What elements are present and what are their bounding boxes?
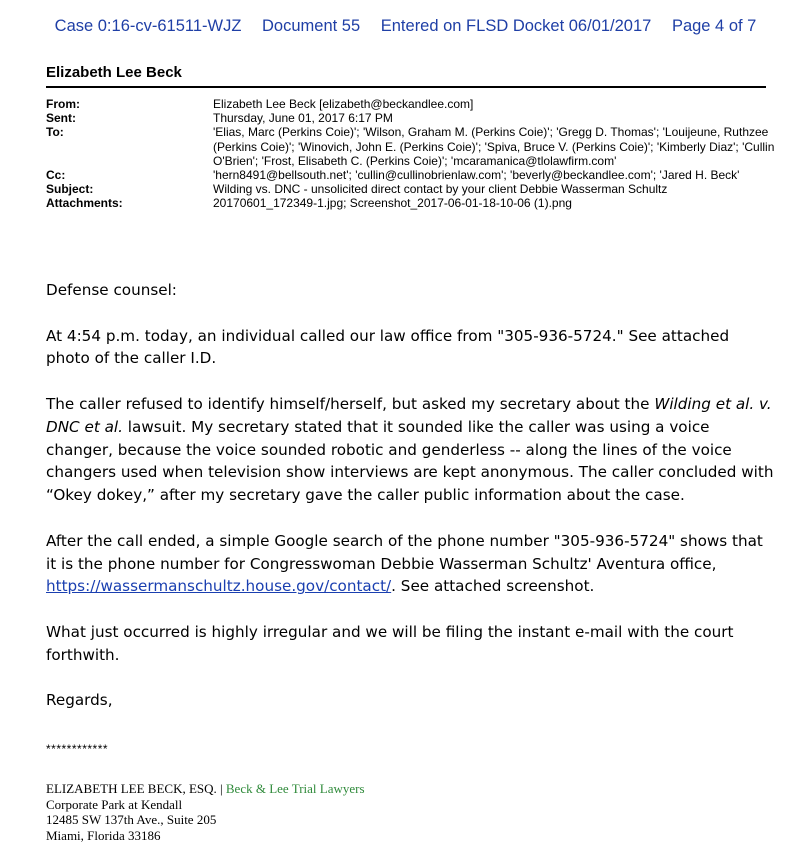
- signature-name: ELIZABETH LEE BECK, ESQ. |: [46, 781, 226, 796]
- email-body: [46, 279, 776, 735]
- email-meta-block: [46, 97, 776, 211]
- case-number: Case 0:16-cv-61511-WJZ: [54, 17, 242, 35]
- cc-row: [46, 168, 776, 182]
- subject-value: Wilding vs. DNC - unsolicited direct contact by your client Debbie Wasserman Schultz: [213, 182, 668, 197]
- sent-label: Sent:: [46, 111, 76, 126]
- p3-text-after: . See attached screenshot.: [391, 577, 595, 596]
- from-row: [46, 97, 776, 111]
- court-docket-header: [0, 17, 811, 36]
- to-value: 'Elias, Marc (Perkins Coie)'; 'Wilson, Graham M. (Perkins Coie)'; 'Gregg D. Thomas'; 'Louijeune, Ruthzee (Perkins Coie)'; 'Winovich, John E. (Perkins Coie)'; 'Spiva, Bruce V. (Perkins Coie)'; 'Kimberly Diaz'; 'Cullin O'Brien'; 'Frost, Elisabeth C. (Perkins Coie)'; 'mcaramanica@tlolawfirm.com': [213, 125, 775, 168]
- paragraph-call-details: At 4:54 p.m. today, an individual called our law office from "305-936-5724." See attached photo of the caller I.D.: [46, 326, 730, 368]
- subject-row: [46, 182, 776, 196]
- address-line-3: Miami, Florida 33186: [46, 827, 161, 843]
- paragraph-google-search: [46, 530, 776, 598]
- from-value: Elizabeth Lee Beck [elizabeth@beckandlee.com]: [213, 97, 474, 111]
- cc-label: Cc:: [46, 168, 66, 183]
- from-label: From:: [46, 97, 80, 111]
- document-number: Document 55: [262, 17, 361, 35]
- case-name-italic: Wilding et al. v. DNC et al.: [46, 394, 772, 436]
- docket-entry-date: Entered on FLSD Docket 06/01/2017: [380, 17, 652, 35]
- signature-name-line: [46, 781, 365, 797]
- address-line-2: 12485 SW 137th Ave., Suite 205: [46, 812, 217, 827]
- contact-page-link[interactable]: https://wassermanschultz.house.gov/contact/: [46, 577, 392, 596]
- sent-row: [46, 111, 776, 125]
- p2-text-after: lawsuit. My secretary stated that it sounded like the caller was using a voice changer, because the voice sounded robotic and genderless -- along the lines of the voice changers used when television show interviews are kept anonymous. The caller concluded with “Okey dokey,” after my secretary gave the caller public information about the case.: [46, 417, 774, 505]
- paragraph-caller-description: [46, 393, 776, 507]
- p3-text-before: After the call ended, a simple Google search of the phone number "305-936-5724" shows that it is the phone number for Congresswoman Debbie Wasserman Schultz' Aventura office,: [46, 531, 763, 573]
- p2-text-before: The caller refused to identify himself/herself, but asked my secretary about the: [46, 394, 655, 413]
- signature-separator: ************: [46, 742, 109, 756]
- attachments-label: Attachments:: [46, 196, 123, 211]
- greeting: Defense counsel:: [46, 281, 177, 299]
- subject-label: Subject:: [46, 182, 94, 197]
- to-label: To:: [46, 125, 64, 140]
- closing: Regards,: [46, 691, 113, 710]
- to-row: [46, 125, 776, 168]
- heading-divider: [46, 86, 766, 88]
- attachments-row: [46, 196, 776, 210]
- cc-value: 'hern8491@bellsouth.net'; 'cullin@cullinobrienlaw.com'; 'beverly@beckandlee.com'; 'Jared H. Beck': [213, 168, 740, 183]
- attachments-value: 20170601_172349-1.jpg; Screenshot_2017-06-01-18-10-06 (1).png: [213, 196, 572, 211]
- sent-value: Thursday, June 01, 2017 6:17 PM: [213, 111, 393, 126]
- page-indicator: Page 4 of 7: [671, 17, 757, 35]
- sender-name-heading: Elizabeth Lee Beck: [46, 64, 182, 81]
- paragraph-conclusion: What just occurred is highly irregular and we will be filing the instant e-mail with the court forthwith.: [46, 622, 734, 664]
- signature-block: [46, 781, 365, 843]
- firm-name: Beck & Lee Trial Lawyers: [225, 781, 365, 796]
- address-line-1: Corporate Park at Kendall: [46, 796, 183, 812]
